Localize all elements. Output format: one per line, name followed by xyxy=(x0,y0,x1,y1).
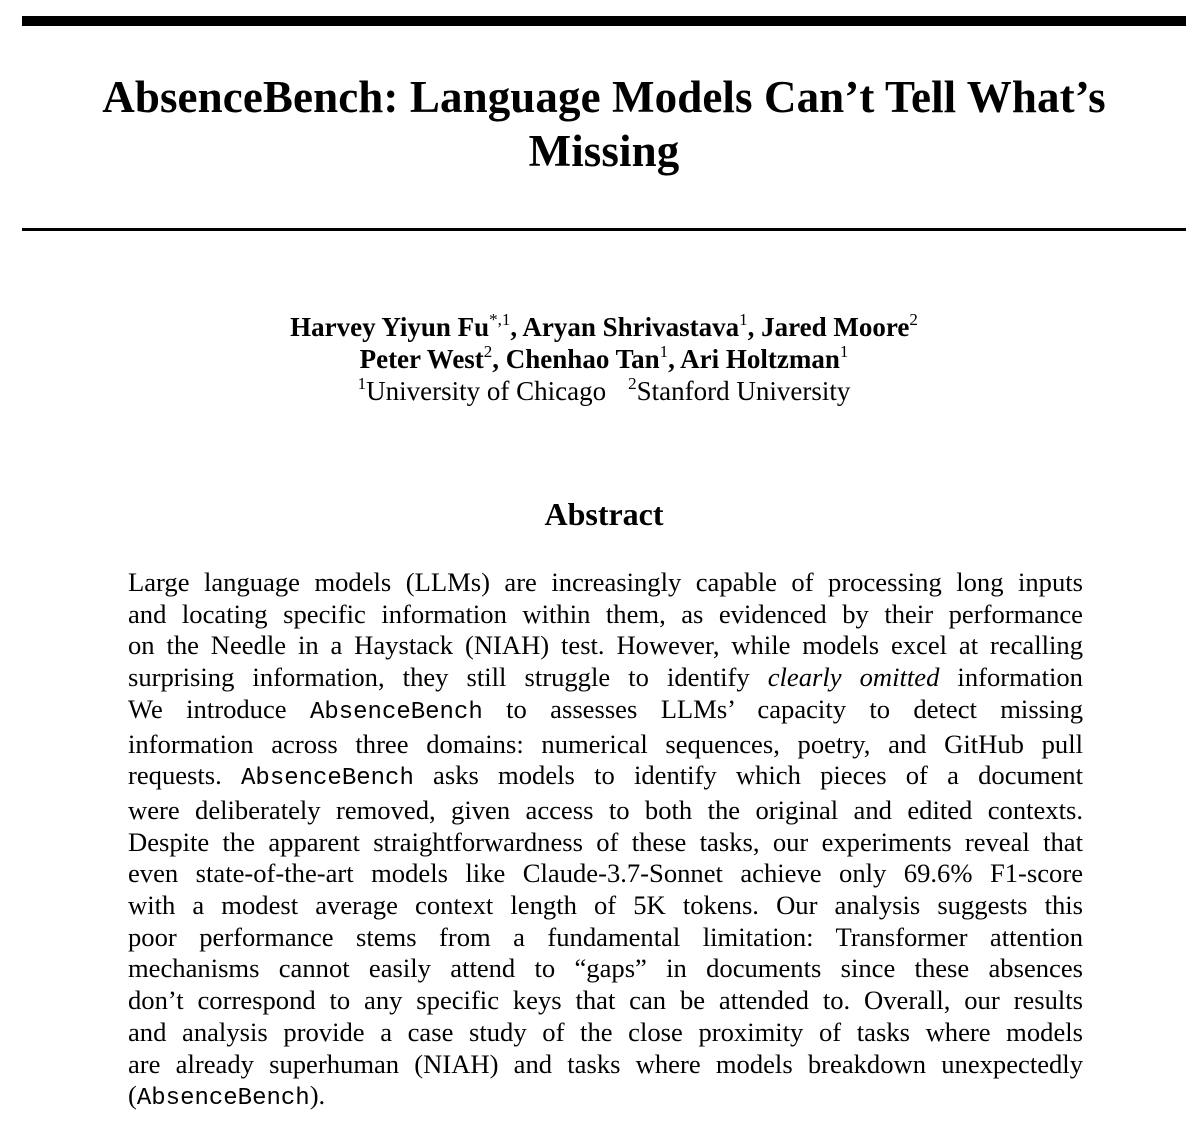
author-separator: , xyxy=(510,312,523,342)
abstract-line xyxy=(128,1017,1083,1049)
abstract-text: are already superhuman (NIAH) and tasks where models breakdown unexpectedly xyxy=(128,1048,1083,1079)
affiliation-mark: 2 xyxy=(628,374,637,393)
benchmark-name: AbsenceBench xyxy=(136,1085,310,1113)
abstract-line xyxy=(128,662,1083,694)
author-name: Jared Moore xyxy=(761,312,910,342)
abstract-line xyxy=(128,858,1083,890)
author-affiliation-mark: 1 xyxy=(839,342,849,361)
author-affiliation-mark: 2 xyxy=(483,342,493,361)
paper-title xyxy=(22,70,1186,178)
abstract-text: information xyxy=(939,662,1083,693)
abstract-line xyxy=(128,694,1083,729)
abstract-text: and analysis provide a case study of the close proximity of tasks where models xyxy=(128,1016,1083,1047)
emphasis-text: clearly omitted xyxy=(767,662,940,693)
abstract-line xyxy=(128,985,1083,1017)
author-block xyxy=(22,311,1186,407)
affiliation-mark: 1 xyxy=(357,374,367,393)
abstract-line xyxy=(128,795,1083,827)
author-affiliation-mark: 2 xyxy=(909,310,918,329)
abstract-body xyxy=(128,567,1083,1115)
abstract-text: were deliberately removed, given access to both the original and edited contexts. xyxy=(128,794,1083,825)
abstract-text: information across three domains: numerical sequences, poetry, and GitHub pull xyxy=(128,728,1083,759)
author-separator: , xyxy=(492,344,506,374)
author-name: Aryan Shrivastava xyxy=(522,312,740,342)
paper-title-line-2: Missing xyxy=(528,126,680,176)
abstract-text: ( xyxy=(128,1080,137,1111)
affiliation-name: Stanford University xyxy=(636,376,851,406)
author-name: Harvey Yiyun Fu xyxy=(290,312,490,342)
abstract-line xyxy=(128,1080,1083,1115)
author-affiliation-mark: 1 xyxy=(659,342,669,361)
abstract-text: Despite the apparent straightforwardness of these tasks, our experiments reveal that xyxy=(128,826,1083,857)
author-name: Ari Holtzman xyxy=(680,344,840,374)
affiliation-name: University of Chicago xyxy=(366,376,607,406)
abstract-line xyxy=(128,1049,1083,1081)
author-separator: , xyxy=(668,344,681,374)
title-bottom-rule xyxy=(22,228,1186,231)
affiliation-line xyxy=(22,375,1186,407)
abstract-text: ). xyxy=(309,1080,326,1111)
abstract-line xyxy=(128,953,1083,985)
author-name: Peter West xyxy=(359,344,484,374)
abstract-line xyxy=(128,922,1083,954)
title-top-rule xyxy=(22,16,1186,26)
abstract-text: don’t correspond to any specific keys that can be attended to. Overall, our results xyxy=(128,985,1083,1016)
abstract-text: poor performance stems from a fundamental limitation: Transformer attention xyxy=(128,921,1083,952)
abstract-line xyxy=(128,599,1083,631)
author-line-1 xyxy=(22,311,1186,343)
author-affiliation-mark: *,1 xyxy=(489,310,511,329)
abstract-line xyxy=(128,729,1083,761)
abstract-text: Large language models (LLMs) are increasingly capable of processing long inputs xyxy=(128,567,1083,597)
author-name: Chenhao Tan xyxy=(505,344,660,374)
author-separator: , xyxy=(747,312,762,342)
abstract-text: mechanisms cannot easily attend to “gaps” in documents since these absences xyxy=(128,953,1083,984)
author-line-2 xyxy=(22,343,1186,375)
abstract-line xyxy=(128,890,1083,922)
abstract-line xyxy=(128,567,1083,599)
abstract-line xyxy=(128,827,1083,859)
abstract-text: surprising information, they still struggle to identify xyxy=(128,662,768,693)
abstract-line xyxy=(128,760,1083,795)
abstract-text: asks models to identify which pieces of a document xyxy=(413,760,1083,791)
abstract-text: with a modest average context length of 5K tokens. Our analysis suggests this xyxy=(128,890,1083,921)
author-affiliation-mark: 1 xyxy=(739,310,748,329)
abstract-text: on the Needle in a Haystack (NIAH) test. However, while models excel at recalling xyxy=(128,630,1083,661)
benchmark-name: AbsenceBench xyxy=(309,698,483,726)
benchmark-name: AbsenceBench xyxy=(241,765,414,793)
abstract-text: to assesses LLMs’ capacity to detect missing xyxy=(482,693,1084,724)
abstract-text: even state-of-the-art models like Claude-3.7-Sonnet achieve only 69.6% F1-score xyxy=(128,858,1083,889)
abstract-text: and locating specific information within them, as evidenced by their performance xyxy=(128,598,1083,629)
abstract-line xyxy=(128,630,1083,662)
paper-title-line-1: AbsenceBench: Language Models Can’t Tell What’s xyxy=(102,72,1106,122)
abstract-text: We introduce xyxy=(128,693,310,724)
abstract-heading: Abstract xyxy=(544,496,664,532)
abstract-text: requests. xyxy=(128,760,242,791)
